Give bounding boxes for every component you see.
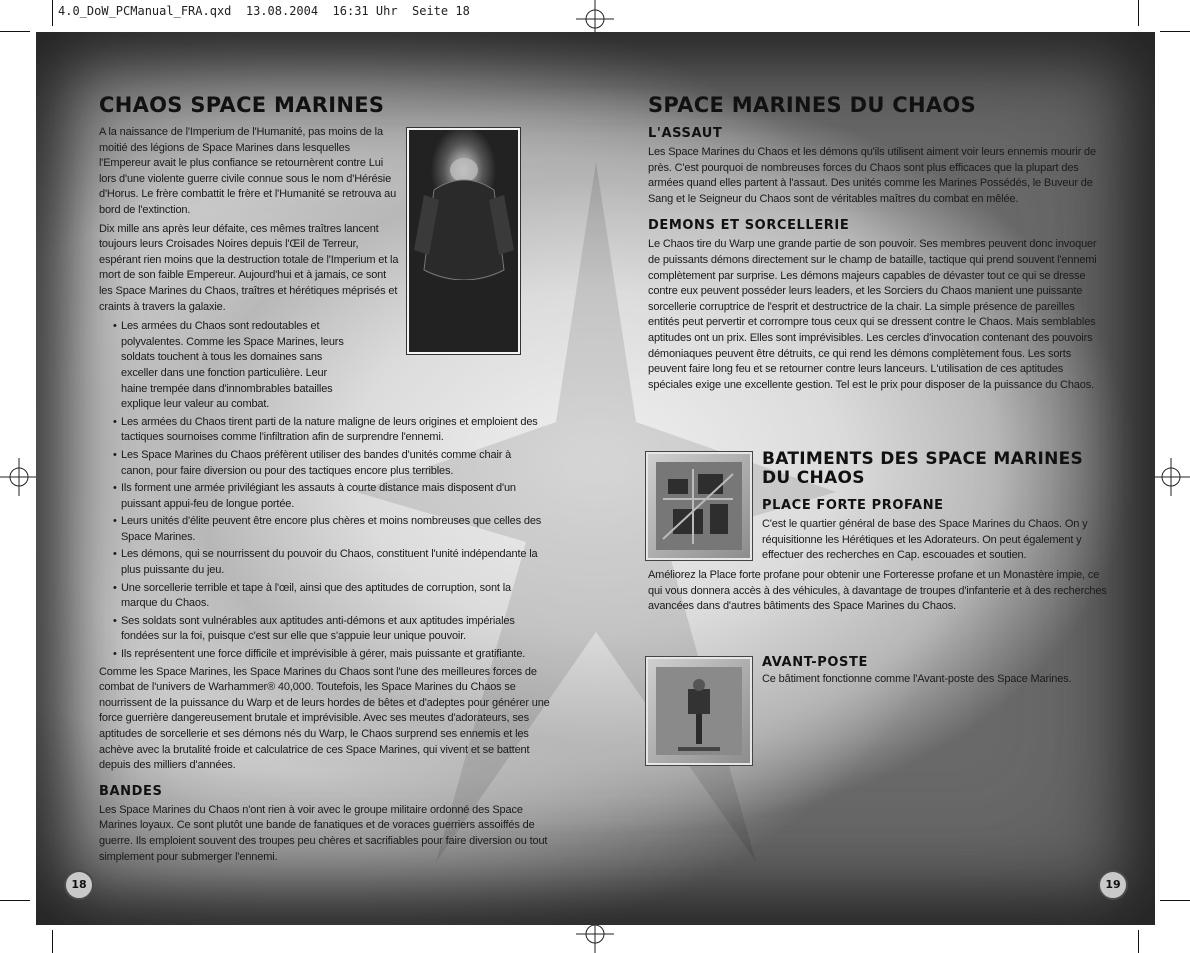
print-slug: 4.0_DoW_PCManual_FRA.qxd 13.08.2004 16:31 Uhr Seite 18 <box>58 4 470 18</box>
page-number-left: 18 <box>64 870 94 900</box>
list-item: • Ses soldats sont vulnérables aux aptitudes anti-démons et aux aptitudes impériales fondées sur la foi, puisque c'est sur elle que s'appuie leur unique pouvoir. <box>99 614 544 645</box>
features-list <box>99 319 544 662</box>
intro-paragraph: A la naissance de l'Imperium de l'Humanité, pas moins de la moitié des légions de Space Marines dans lesquelles l'Empereur avait le plus confiance se retournèrent contre Lui lors d'une violente guerre civile connue sous le nom d'Hérésie d'Horus. Le frère combattit le frère et l'Humanité se retrouva au bord de l'extinction. <box>99 126 397 217</box>
list-item: • Les armées du Chaos tirent parti de la nature maligne de leurs origines et emploient des tactiques sournoises comme l'infiltration afin de surprendre l'ennemi. <box>99 415 544 446</box>
outpost-building-icon <box>646 657 752 765</box>
avant-poste-section <box>762 655 1110 688</box>
section-heading-bandes: BANDES <box>99 783 163 799</box>
list-item: • Les armées du Chaos sont redoutables et polyvalentes. Comme les Space Marines, leurs soldats touchent à tous les domaines sans exceller dans une fonction particulière. Leur haine trempée dans d'innombrables batailles explique leur valeur au combat. <box>99 319 544 413</box>
right-page-title: SPACE MARINES DU CHAOS <box>648 93 977 117</box>
place-forte-paragraph: C'est le quartier général de base des Space Marines du Chaos. On y réquisitionne les Hérétiques et les Adorateurs. On peut également y effectuer des recherches en Cap. escouades et soutien. <box>762 518 1088 562</box>
list-item: • Leurs unités d'élite peuvent être encore plus chères et moins nombreuses que celles des Space Marines. <box>99 514 544 545</box>
list-item: • Les démons, qui se nourrissent du pouvoir du Chaos, constituent l'unité indépendante la plus puissante du jeu. <box>99 547 544 578</box>
batiments-section <box>762 450 1110 564</box>
closing-paragraph: Comme les Space Marines, les Space Marines du Chaos sont l'une des meilleures forces de combat de l'univers de Warhammer® 40,000. Toutefois, les Space Marines du Chaos se nourrissent de la puissance du Warp et de leurs hordes de bêtes et d'adeptes pour générer une force guerrière dangereusement brutale et imprévisible. Avec ses meutes d'adorateurs, ses aptitudes de sorcellerie et ses démons nés du Warp, le Chaos surprend ses ennemis et les achève avec la brutalité froide et calculatrice de ces Space Marines, qui vivent et se battent depuis des milliers d'années. <box>99 665 550 772</box>
place-forte-continued <box>648 568 1110 615</box>
list-item: • Les Space Marines du Chaos préfèrent utiliser des bandes d'unités comme chair à canon, pour faire diversion ou pour des tactiques encore plus terribles. <box>99 448 544 479</box>
left-page-title: CHAOS SPACE MARINES <box>99 93 385 117</box>
avant-poste-paragraph: Ce bâtiment fonctionne comme l'Avant-poste des Space Marines. <box>762 673 1072 685</box>
bandes-paragraph: Les Space Marines du Chaos n'ont rien à voir avec le groupe militaire ordonné des Space Marines loyaux. Ce sont plutôt une bande de fanatiques et de voraces guerriers assoiffés de guerre. Ils emploient souvent des troupes peu chères et sacrifiables pour faire diversion ou tout simplement pour submerger l'ennemi. <box>99 803 548 863</box>
crop-mark <box>1138 930 1139 953</box>
crop-mark <box>1160 900 1190 901</box>
chaos-marine-artwork <box>407 128 520 354</box>
stronghold-map-icon <box>648 454 750 558</box>
crop-mark <box>52 0 53 26</box>
crop-mark <box>52 930 53 953</box>
stronghold-building-icon <box>646 452 752 560</box>
demons-paragraph: Le Chaos tire du Warp une grande partie de son pouvoir. Ses membres peuvent donc invoquer de puissants démons directement sur le champ de bataille, tactique qui prend souvent l'ennemi complètement par surprise. Les démons majeurs capables de dévaster tout ce qui se dresse contre eux peuvent posséder leurs leaders, et les Sorciers du Chaos manient une puissante sorcellerie corruptrice de l'esprit et destructrice de la chair. La simple présence de pareilles entités peut pervertir et corrompre tous ceux qui se dressent contre le Chaos. Mais semblables aptitudes ont un prix. Elles sont imprévisibles. Les cercles d'invocation contenant des pouvoirs démoniaques peuvent être détruits, ce qui rend les démons complètement fous. Les sorts peuvent faire long feu et se retourner contre leurs lanceurs. L'utilisation de ces aptitudes spéciales exige une excellente gestion. Tel est le prix pour disposer de la puissance du Chaos. <box>648 238 1097 391</box>
outpost-tower-icon <box>648 659 750 763</box>
registration-mark-icon <box>1152 458 1190 496</box>
crop-mark <box>0 31 30 32</box>
registration-mark-icon <box>0 458 38 496</box>
intro-paragraph: Dix mille ans après leur défaite, ces mêmes traîtres lancent toujours leurs Croisades Noires depuis l'Œil de Terreur, espérant rien moins que la destruction totale de l'Imperium et la mort de son faible Empereur. Aujourd'hui et à jamais, ce sont les Space Marines du Chaos, traîtres et hérétiques méprisés et craints à travers la galaxie. <box>99 222 399 313</box>
section-heading-assaut: L'ASSAUT <box>648 126 723 142</box>
crop-mark <box>1160 31 1190 32</box>
section-heading-batiments: BATIMENTS DES SPACE MARINES DU CHAOS <box>762 449 1084 488</box>
section-heading-demons: DEMONS ET SORCELLERIE <box>648 218 850 234</box>
subheading-avant-poste: AVANT-POSTE <box>762 655 868 670</box>
crop-mark <box>1138 0 1139 26</box>
chaos-marine-figure-icon <box>409 130 518 352</box>
page-number-right: 19 <box>1098 870 1128 900</box>
subheading-place-forte: PLACE FORTE PROFANE <box>762 498 944 513</box>
right-page <box>648 94 1108 393</box>
place-forte-paragraph-2: Améliorez la Place forte profane pour obtenir une Forteresse profane et un Monastère impie, ce qui vous donnera accès à des véhicules, à davantage de troupes d'infanterie et à des recherches avancées dans d'autres bâtiments des Space Marines du Chaos. <box>648 569 1107 613</box>
list-item: • Une sorcellerie terrible et tape à l'œil, ainsi que des aptitudes de corruption, sont la marque du Chaos. <box>99 581 544 612</box>
assaut-paragraph: Les Space Marines du Chaos et les démons qu'ils utilisent aiment voir leurs ennemis mourir de près. C'est pourquoi de nombreuses forces du Chaos sont plus efficaces que la plupart des armées quand elles partent à l'assaut. Des unités comme les Marines Possédés, le Buveur de Sang et le Seigneur du Chaos sont de véritables maîtres du combat en mêlée. <box>648 146 1096 205</box>
list-item: • Ils forment une armée privilégiant les assauts à courte distance mais disposent d'un puissant appui-feu de longue portée. <box>99 481 544 512</box>
crop-mark <box>0 900 30 901</box>
list-item: • Ils représentent une force difficile et imprévisible à gérer, mais puissante et gratifiante. <box>99 647 544 663</box>
